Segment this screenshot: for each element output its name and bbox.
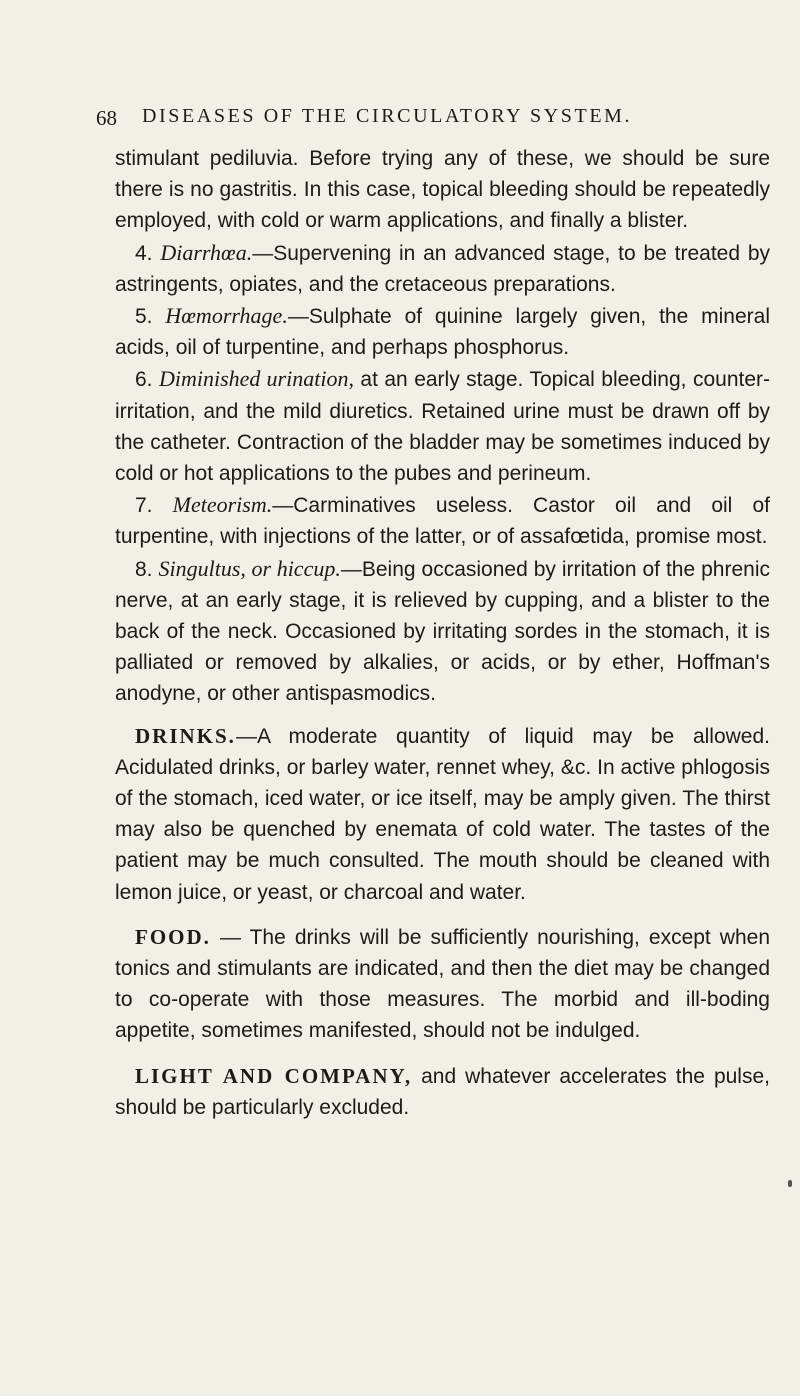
item-text: —Supervening in an advanced stage, to be treated by astringents, opiates, and the cretaceous preparations. bbox=[115, 241, 770, 296]
list-item-diminished-urination bbox=[115, 363, 770, 489]
section-heading: DRINKS. bbox=[135, 723, 236, 748]
item-number: 7. bbox=[135, 494, 153, 518]
body-text bbox=[115, 143, 770, 1123]
paragraph-continuation bbox=[115, 143, 770, 237]
item-heading: Diarrhœa. bbox=[160, 239, 253, 265]
item-text: —Sulphate of quinine largely given, the mineral acids, oil of turpentine, and perhaps phosphorus. bbox=[115, 305, 770, 360]
section-text: —A moderate quantity of liquid may be allowed. Acidulated drinks, or barley water, rennet whey, &c. In active phlogosis of the stomach, iced water, or ice itself, may be amply given. The thirst may also be quenched by enemata of cold water. The tastes of the patient may be much consulted. The mouth should be cleaned with lemon juice, or yeast, or charcoal and water. bbox=[115, 724, 770, 904]
item-text: —Carminatives useless. Castor oil and oil of turpentine, with injections of the latter, or of assafœtida, promise most. bbox=[115, 494, 770, 549]
list-item-diarrhoea bbox=[115, 237, 770, 300]
item-text: —Being occasioned by irritation of the phrenic nerve, at an early stage, it is relieved by cupping, and a blister to the back of the neck. Occasioned by irritating sordes in the stomach, it is palliated or removed by alkalies, or acids, or by ether, Hoffman's anodyne, or other antispasmodics. bbox=[115, 557, 770, 706]
item-number: 4. bbox=[135, 241, 153, 265]
ink-speck bbox=[788, 1180, 792, 1187]
list-item-meteorism bbox=[115, 489, 770, 552]
page-number: 68 bbox=[96, 106, 117, 130]
item-heading: Meteorism. bbox=[172, 492, 273, 518]
section-text: and whatever accelerates the pulse, should be particularly excluded. bbox=[115, 1064, 770, 1119]
section-drinks bbox=[115, 721, 770, 908]
item-number: 8. bbox=[135, 557, 153, 581]
section-food bbox=[115, 922, 770, 1047]
item-heading: Singultus, or hiccup. bbox=[158, 555, 341, 581]
item-heading: Diminished urination, bbox=[158, 366, 354, 392]
item-number: 6. bbox=[135, 368, 153, 392]
paragraph-text: stimulant pediluvia. Before trying any of these, we should be sure there is no gastritis. In this case, topical bleeding should be repeatedly employed, with cold or warm applications, and finally a blister. bbox=[115, 147, 770, 233]
item-heading: Hœmorrhage. bbox=[165, 303, 288, 329]
section-heading: FOOD. bbox=[135, 924, 211, 949]
item-text: at an early stage. Topical bleeding, counter-irritation, and the mild diuretics. Retained urine must be drawn off by the catheter. Contraction of the bladder may be sometimes induced by cold or hot applications to the pubes and perineum. bbox=[115, 368, 770, 486]
item-number: 5. bbox=[135, 305, 153, 329]
running-title: DISEASES OF THE CIRCULATORY SYSTEM. bbox=[142, 105, 633, 127]
section-text: — The drinks will be sufficiently nourishing, except when tonics and stimulants are indicated, and then the diet may be changed to co-operate with those measures. The morbid and ill-boding appetite, sometimes manifested, should not be indulged. bbox=[115, 925, 770, 1043]
section-heading: LIGHT AND COMPANY, bbox=[135, 1063, 413, 1088]
section-light-and-company bbox=[115, 1061, 770, 1123]
list-item-singultus bbox=[115, 553, 770, 710]
list-item-haemorrhage bbox=[115, 300, 770, 363]
